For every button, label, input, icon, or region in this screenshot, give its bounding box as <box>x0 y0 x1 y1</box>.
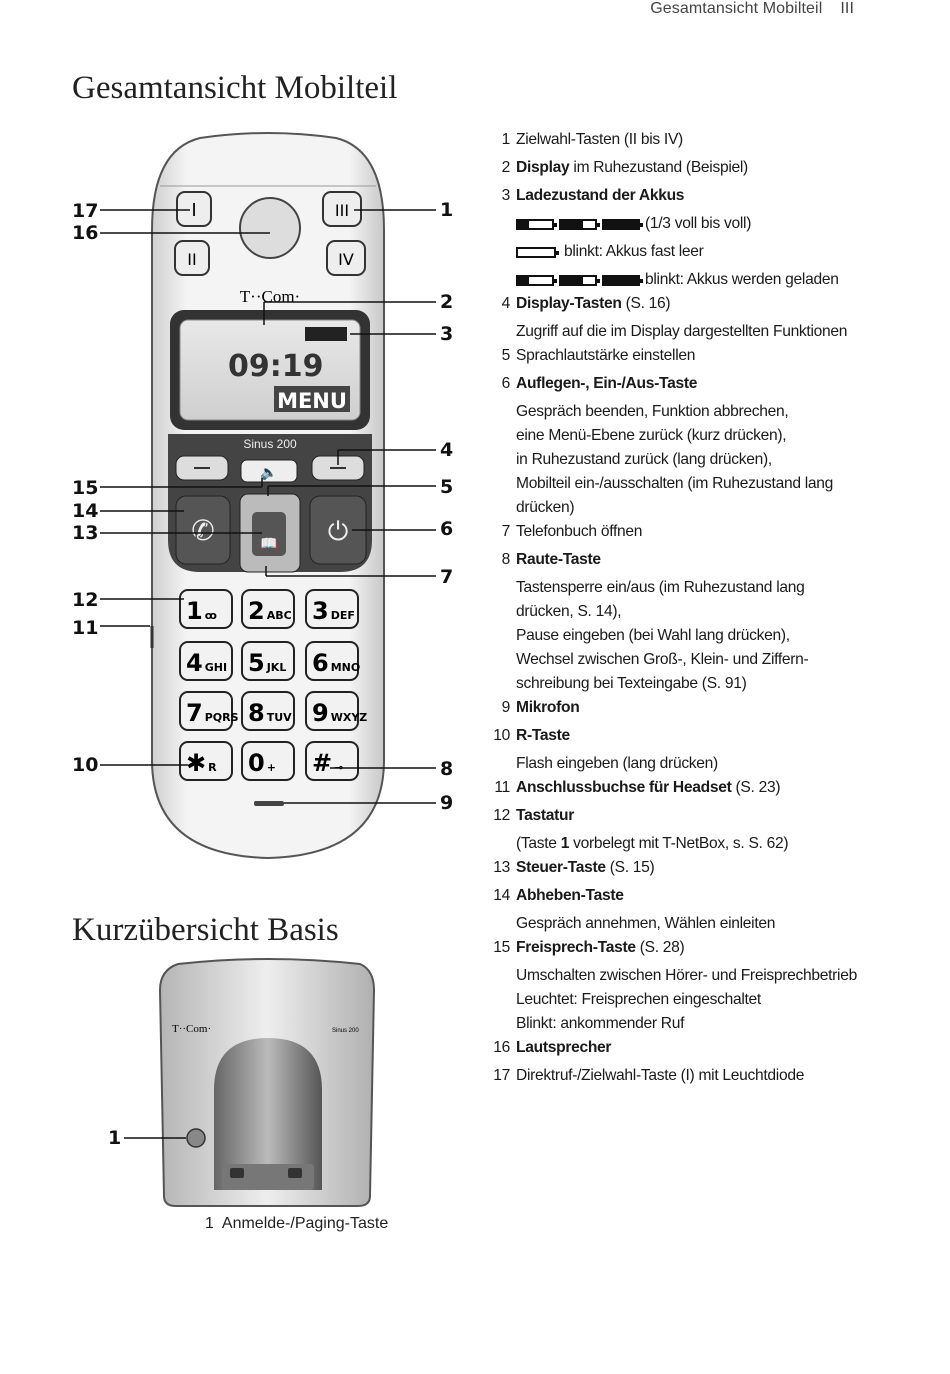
callout-7: 7 <box>440 566 454 588</box>
battery-icon <box>602 219 640 230</box>
phone-handset-icon: ✆ <box>191 514 215 547</box>
legend-item-12: 12 Tastatur <box>493 807 574 824</box>
battery-row-charging: blinkt: Akkus werden geladen <box>480 268 880 292</box>
keypad-key-label: 5 JKL <box>248 649 287 677</box>
legend-item-15: 15 Freisprech-Taste (S. 28) <box>493 939 685 956</box>
legend: 1 Zielwahl-Tasten (II bis IV) 2 Display im Ruhezustand (Beispiel) 3 Ladezustand der Akkus (1/3 voll bis voll) blinkt: Akkus fast leer blinkt: Akkus werden geladen 4 Display-Tasten (S. 16) Zugriff auf die im Display dargestellten Funktionen 5 Sprachlautstärke einstellen 6 Auflegen-, Ein-/Aus-Taste Gespräch beenden, Funktion abbrechen, eine Menü-Ebene zurück (kurz drücken), in Ruhezustand zurück (lang drücken), Mobilteil ein-/ausschalten (im Ruhezustand lang drücken) 7 Telefonbuch öffnen 8 Raute-Taste Tastensperre ein/aus (im Ruhezustand lang drücken, S. 14), Pause eingeben (bei Wahl lang drücken), Wechsel zwischen Groß-, Klein- und Ziffern- schreibung bei Texteingabe (S. 91) 9 Mikrofon 10 R-Taste Flash eingeben (lang drücken) 11 Anschlussbuchse für Headset (S. 23) 12 Tastatur (Taste 1 vorbelegt mit T-NetBox, s. S. 62) 13 Steuer-Taste (S. 15) 14 Abheben-Taste Gespräch annehmen, Wählen einleiten 15 Freisprech-Taste (S. 28) Umschalten zwischen Hörer- und Freisprechbetrieb Leuchtet: Freisprechen eingeschaltet Blinkt: ankommender Ruf 16 Lautsprecher 17 Direktruf-/Zielwahl-Taste (I) mit Leuchtdiode <box>480 128 880 1088</box>
keypad-key <box>180 590 232 628</box>
keypad-key <box>306 590 358 628</box>
speaker-icon <box>240 198 300 258</box>
legend-item-8: 8 Raute-Taste <box>501 551 601 568</box>
callout-12: 12 <box>72 589 99 611</box>
callout-8: 8 <box>440 758 454 780</box>
keypad-key-label: 1 ꝏ <box>186 597 217 625</box>
handset-logo: T··Com· <box>239 287 301 306</box>
keypad-key-label: 9 WXYZ <box>312 699 368 727</box>
battery-icon <box>602 275 640 286</box>
keypad-key-label: 6 MNO <box>312 649 361 677</box>
legend-item-3: 3 Ladezustand der Akkus <box>501 187 685 204</box>
key-I-label: I <box>191 200 197 221</box>
keypad-key <box>306 742 358 780</box>
keypad-key <box>180 642 232 680</box>
battery-icon <box>559 275 597 286</box>
callout-2: 2 <box>440 291 454 313</box>
key-III-label: III <box>334 201 350 220</box>
power-icon: ⏻ <box>327 517 349 547</box>
keypad-key-label: 3 DEF <box>312 597 355 625</box>
callout-1: 1 <box>440 199 454 221</box>
battery-icon <box>516 275 554 286</box>
keypad-key-label: 0 + <box>248 749 276 777</box>
legend-item-1: 1 Zielwahl-Tasten (II bis IV) <box>501 131 683 148</box>
callout-5: 5 <box>440 476 454 498</box>
running-header <box>650 0 854 18</box>
legend-item-7: 7 Telefonbuch öffnen <box>501 523 643 540</box>
base-station-illustration <box>0 950 470 1210</box>
callout-14: 14 <box>72 500 99 522</box>
battery-icon <box>516 219 554 230</box>
callout-11: 11 <box>72 617 99 639</box>
battery-empty-icon <box>516 247 556 258</box>
handset-illustration <box>0 120 470 870</box>
keypad-key-label: 2 ABC <box>248 597 292 625</box>
keypad-key <box>306 692 367 730</box>
keypad-key-label: 7 PQRS <box>186 699 239 727</box>
legend-item-5: 5 Sprachlautstärke einstellen <box>501 347 696 364</box>
base-caption: 1 Anmelde-/Paging-Taste <box>205 1215 389 1232</box>
base-callout-1: 1 <box>108 1127 122 1149</box>
paging-button <box>187 1129 205 1147</box>
callout-17: 17 <box>72 200 99 222</box>
keypad-key <box>180 692 239 730</box>
keypad-key <box>180 742 232 780</box>
legend-item-4: 4 Display-Tasten (S. 16) <box>501 295 671 312</box>
keypad-key-label: 8 TUV <box>248 699 292 727</box>
legend-item-6: 6 Auflegen-, Ein-/Aus-Taste <box>501 375 698 392</box>
callout-4: 4 <box>440 439 454 461</box>
keypad-key-label: ✱ R <box>186 749 217 777</box>
page-number: III <box>840 0 854 17</box>
keypad-key <box>242 642 294 680</box>
keypad-key <box>242 742 294 780</box>
legend-item-9: 9 Mikrofon <box>501 699 580 716</box>
battery-row-empty: blinkt: Akkus fast leer <box>480 240 880 264</box>
callout-16: 16 <box>72 222 99 244</box>
legend-item-4-desc: Zugriff auf die im Display dargestellten Funktionen <box>516 323 848 340</box>
key-II-label: II <box>187 250 197 269</box>
keypad-key-label: 4 GHI <box>186 649 228 677</box>
model-label: Sinus 200 <box>243 437 297 451</box>
keypad-key <box>306 642 360 680</box>
legend-item-10: 10 R-Taste <box>493 727 570 744</box>
title-handset-overview: Gesamtansicht Mobilteil <box>72 70 398 106</box>
callout-15: 15 <box>72 477 99 499</box>
header-section: Gesamtansicht Mobilteil <box>650 0 823 17</box>
battery-row-full: (1/3 voll bis voll) <box>480 212 880 236</box>
callout-13: 13 <box>72 522 99 544</box>
callout-10: 10 <box>72 754 99 776</box>
legend-item-13: 13 Steuer-Taste (S. 15) <box>493 859 655 876</box>
legend-item-2: 2 Display im Ruhezustand (Beispiel) <box>501 159 748 176</box>
keypad-key <box>242 590 294 628</box>
legend-item-16: 16 Lautsprecher <box>493 1039 612 1056</box>
callout-3: 3 <box>440 323 454 345</box>
callout-9: 9 <box>440 792 454 814</box>
keypad-key <box>242 692 294 730</box>
title-base-overview: Kurzübersicht Basis <box>72 912 339 948</box>
callout-6: 6 <box>440 518 454 540</box>
battery-icon <box>305 327 347 341</box>
base-model: Sinus 200 <box>332 1028 359 1034</box>
keypad-key-label: # ⊸ <box>312 749 344 777</box>
base-logo: T··Com· <box>172 1023 212 1035</box>
phonebook-icon: 📖 <box>260 536 278 552</box>
display-time: 09:19 <box>228 349 324 384</box>
handsfree-speaker-icon: 🔈 <box>260 465 278 481</box>
key-IV-label: IV <box>338 250 354 269</box>
battery-icon <box>559 219 597 230</box>
microphone <box>254 801 284 806</box>
legend-item-11: 11 Anschlussbuchse für Headset (S. 23) <box>494 779 781 796</box>
legend-item-14: 14 Abheben-Taste <box>493 887 624 904</box>
display-menu-label: MENU <box>277 389 347 413</box>
legend-item-17: 17 Direktruf-/Zielwahl-Taste (I) mit Leuchtdiode <box>493 1067 805 1084</box>
